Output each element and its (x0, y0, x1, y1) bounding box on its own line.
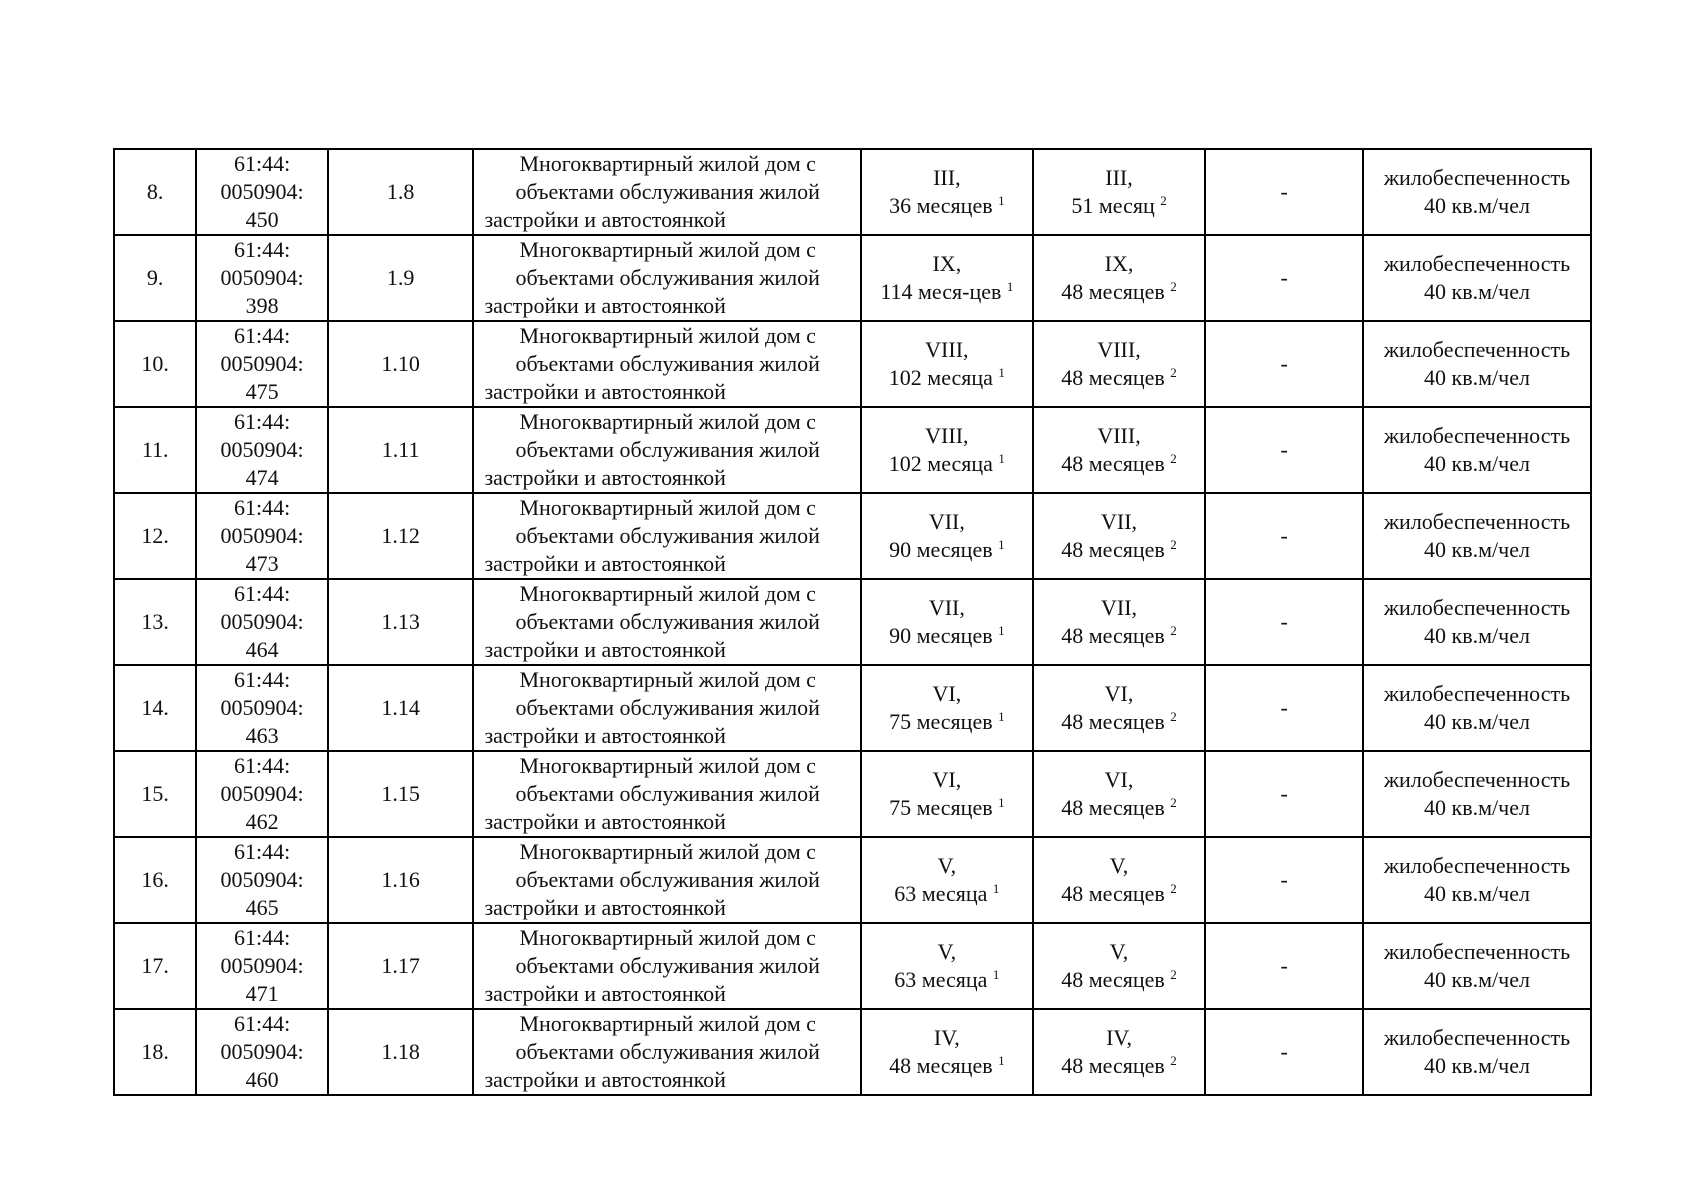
stage-duration-line (1034, 192, 1205, 220)
housing-norm-value: 40 кв.м/чел (1424, 365, 1530, 390)
housing-norm-label: жилобеспеченность (1383, 509, 1571, 534)
cadastral-part: 0050904: (220, 179, 304, 204)
housing-norm-value: 40 кв.м/чел (1424, 967, 1530, 992)
table-row (114, 837, 1591, 923)
cadastral-number (196, 665, 328, 751)
footnote-mark: 2 (1170, 279, 1177, 294)
stage-duration-line (1034, 966, 1205, 994)
stage-term-2 (1033, 751, 1206, 837)
object-description (473, 665, 861, 751)
housing-norm (1363, 751, 1591, 837)
row-number: 17. (114, 923, 196, 1009)
row-number: 18. (114, 1009, 196, 1095)
cadastral-part: 474 (245, 465, 279, 490)
stage-term-2 (1033, 665, 1206, 751)
dash-cell: - (1205, 665, 1363, 751)
stage-duration: 48 месяцев (1061, 967, 1165, 992)
cadastral-part: 0050904: (220, 609, 304, 634)
footnote-mark: 2 (1170, 365, 1177, 380)
stage-duration-line (1034, 708, 1205, 736)
cadastral-number (196, 235, 328, 321)
stage-term-1 (861, 751, 1033, 837)
stage-label: III, (1105, 165, 1133, 190)
stage-label: IX, (1104, 251, 1134, 276)
stage-label: IV, (1106, 1025, 1132, 1050)
object-description-text: Многоквартирный жилой дом с объектами обслуживания жилой застройки и автостоянкой (484, 323, 820, 404)
object-description (473, 1009, 861, 1095)
cadastral-part: 61:44: (233, 839, 291, 864)
dash-cell: - (1205, 751, 1363, 837)
stage-duration-line (862, 622, 1032, 650)
dash-cell: - (1205, 235, 1363, 321)
cadastral-part: 61:44: (233, 323, 291, 348)
stage-duration: 102 месяца (888, 451, 993, 476)
object-code: 1.13 (328, 579, 474, 665)
footnote-mark: 1 (998, 623, 1005, 638)
cadastral-number (196, 149, 328, 235)
row-number: 13. (114, 579, 196, 665)
dash-cell: - (1205, 407, 1363, 493)
cadastral-part: 61:44: (233, 151, 291, 176)
table-row (114, 1009, 1591, 1095)
object-description (473, 579, 861, 665)
stage-duration-line (862, 1052, 1032, 1080)
stage-term-1 (861, 923, 1033, 1009)
cadastral-part: 460 (245, 1067, 279, 1092)
cadastral-part: 462 (245, 809, 279, 834)
object-description (473, 321, 861, 407)
dash-cell: - (1205, 923, 1363, 1009)
cadastral-part: 61:44: (233, 495, 291, 520)
housing-norm (1363, 493, 1591, 579)
stage-duration-line (1034, 622, 1205, 650)
housing-norm (1363, 579, 1591, 665)
stage-label: VIII, (925, 423, 969, 448)
cadastral-number (196, 407, 328, 493)
stage-duration: 48 месяцев (1061, 451, 1165, 476)
stage-label: VI, (932, 681, 962, 706)
object-description-text: Многоквартирный жилой дом с объектами обслуживания жилой застройки и автостоянкой (484, 581, 820, 662)
stage-duration: 48 месяцев (1061, 279, 1165, 304)
footnote-mark: 2 (1170, 451, 1177, 466)
housing-norm-value: 40 кв.м/чел (1424, 1053, 1530, 1078)
footnote-mark: 2 (1170, 967, 1177, 982)
row-number: 11. (114, 407, 196, 493)
stage-label: VIII, (1097, 423, 1141, 448)
footnote-mark: 1 (1006, 279, 1014, 294)
stage-label: VII, (1101, 595, 1138, 620)
footnote-mark: 2 (1170, 881, 1177, 896)
row-number: 10. (114, 321, 196, 407)
object-description-text: Многоквартирный жилой дом с объектами обслуживания жилой застройки и автостоянкой (484, 409, 820, 490)
object-description-text: Многоквартирный жилой дом с объектами обслуживания жилой застройки и автостоянкой (484, 151, 820, 232)
housing-norm-value: 40 кв.м/чел (1424, 279, 1530, 304)
footnote-mark: 1 (998, 795, 1005, 810)
housing-norm-label: жилобеспеченность (1383, 423, 1571, 448)
object-code: 1.18 (328, 1009, 474, 1095)
table-row (114, 579, 1591, 665)
cadastral-part: 0050904: (220, 351, 304, 376)
housing-norm (1363, 407, 1591, 493)
housing-norm-label: жилобеспеченность (1383, 853, 1571, 878)
cadastral-number (196, 579, 328, 665)
housing-norm-value: 40 кв.м/чел (1424, 709, 1530, 734)
footnote-mark: 1 (998, 365, 1005, 380)
stage-label: IV, (933, 1025, 960, 1050)
stage-duration-line (1034, 794, 1205, 822)
dash-cell: - (1205, 493, 1363, 579)
stage-duration: 75 месяцев (889, 795, 993, 820)
housing-norm-label: жилобеспеченность (1383, 165, 1571, 190)
housing-norm (1363, 1009, 1591, 1095)
stage-label: VI, (932, 767, 962, 792)
cadastral-part: 473 (245, 551, 279, 576)
object-description-text: Многоквартирный жилой дом с объектами обслуживания жилой застройки и автостоянкой (484, 237, 820, 318)
stage-term-1 (861, 235, 1033, 321)
stage-duration: 63 месяца (894, 881, 988, 906)
housing-norm-label: жилобеспеченность (1383, 337, 1571, 362)
object-description (473, 149, 861, 235)
cadastral-part: 0050904: (220, 781, 304, 806)
stage-duration-line (862, 794, 1032, 822)
stage-duration: 48 месяцев (1061, 1053, 1165, 1078)
housing-norm-label: жилобеспеченность (1383, 681, 1571, 706)
stage-term-1 (861, 579, 1033, 665)
stage-duration-line (1034, 1052, 1205, 1080)
dash-cell: - (1205, 149, 1363, 235)
cadastral-number (196, 321, 328, 407)
housing-norm (1363, 149, 1591, 235)
stage-term-1 (861, 493, 1033, 579)
stage-duration: 90 месяцев (889, 623, 993, 648)
stage-label: VII, (928, 595, 965, 620)
stage-label: VII, (928, 509, 965, 534)
stage-term-2 (1033, 837, 1206, 923)
housing-norm-label: жилобеспеченность (1383, 1025, 1571, 1050)
stage-term-2 (1033, 493, 1206, 579)
housing-norm-label: жилобеспеченность (1383, 251, 1571, 276)
housing-norm-value: 40 кв.м/чел (1424, 193, 1530, 218)
stage-label: V, (1109, 853, 1129, 878)
cadastral-number (196, 1009, 328, 1095)
row-number: 12. (114, 493, 196, 579)
cadastral-part: 0050904: (220, 265, 304, 290)
stage-label: VII, (1101, 509, 1138, 534)
table-row (114, 321, 1591, 407)
footnote-mark: 1 (998, 709, 1005, 724)
footnote-mark: 1 (992, 881, 1000, 896)
stage-duration: 90 месяцев (889, 537, 993, 562)
housing-norm (1363, 923, 1591, 1009)
stage-label: VI, (1104, 767, 1134, 792)
stage-duration-line (862, 192, 1032, 220)
cadastral-number (196, 837, 328, 923)
stage-term-2 (1033, 923, 1206, 1009)
stage-term-2 (1033, 321, 1206, 407)
cadastral-part: 475 (245, 379, 279, 404)
footnote-mark: 1 (998, 451, 1005, 466)
table-row (114, 149, 1591, 235)
housing-norm (1363, 665, 1591, 751)
object-code: 1.14 (328, 665, 474, 751)
housing-norm-label: жилобеспеченность (1383, 595, 1571, 620)
housing-norm-label: жилобеспеченность (1383, 939, 1571, 964)
footnote-mark: 2 (1170, 537, 1177, 552)
cadastral-number (196, 751, 328, 837)
stage-duration: 48 месяцев (1061, 365, 1165, 390)
stage-label: IX, (932, 251, 962, 276)
dash-cell: - (1205, 321, 1363, 407)
footnote-mark: 2 (1160, 193, 1167, 208)
stage-label: VI, (1104, 681, 1134, 706)
stage-duration: 114 меся-цев (880, 279, 1002, 304)
cadastral-part: 0050904: (220, 695, 304, 720)
footnote-mark: 1 (992, 967, 1000, 982)
cadastral-part: 464 (245, 637, 279, 662)
cadastral-part: 463 (245, 723, 279, 748)
table-row (114, 407, 1591, 493)
row-number: 15. (114, 751, 196, 837)
stage-duration-line (1034, 880, 1205, 908)
table-row (114, 751, 1591, 837)
stage-term-1 (861, 1009, 1033, 1095)
stage-label: III, (933, 165, 961, 190)
cadastral-part: 450 (245, 207, 279, 232)
stage-duration-line (862, 966, 1032, 994)
object-description-text: Многоквартирный жилой дом с объектами обслуживания жилой застройки и автостоянкой (484, 1011, 820, 1092)
object-description-text: Многоквартирный жилой дом с объектами обслуживания жилой застройки и автостоянкой (484, 495, 820, 576)
object-description (473, 923, 861, 1009)
cadastral-part: 61:44: (233, 409, 291, 434)
stage-duration: 63 месяца (894, 967, 988, 992)
stage-duration-line (862, 450, 1032, 478)
stage-duration-line (862, 536, 1032, 564)
stage-duration: 102 месяца (888, 365, 993, 390)
row-number: 14. (114, 665, 196, 751)
object-description (473, 235, 861, 321)
housing-norm (1363, 321, 1591, 407)
cadastral-part: 61:44: (233, 753, 291, 778)
object-description (473, 493, 861, 579)
object-description-text: Многоквартирный жилой дом с объектами обслуживания жилой застройки и автостоянкой (484, 925, 820, 1006)
housing-norm-value: 40 кв.м/чел (1424, 537, 1530, 562)
table-row (114, 493, 1591, 579)
footnote-mark: 1 (998, 537, 1005, 552)
housing-norm-value: 40 кв.м/чел (1424, 795, 1530, 820)
object-description-text: Многоквартирный жилой дом с объектами обслуживания жилой застройки и автостоянкой (484, 667, 820, 748)
object-code: 1.11 (328, 407, 474, 493)
housing-norm-value: 40 кв.м/чел (1424, 881, 1530, 906)
stage-duration-line (862, 708, 1032, 736)
stage-duration-line (1034, 278, 1205, 306)
footnote-mark: 2 (1170, 1053, 1177, 1068)
object-code: 1.15 (328, 751, 474, 837)
table-row (114, 665, 1591, 751)
cadastral-part: 61:44: (233, 581, 291, 606)
object-code: 1.10 (328, 321, 474, 407)
row-number: 8. (114, 149, 196, 235)
stage-duration: 36 месяцев (889, 193, 993, 218)
stage-duration: 75 месяцев (889, 709, 993, 734)
footnote-mark: 2 (1170, 795, 1177, 810)
cadastral-part: 0050904: (220, 1039, 304, 1064)
stage-term-1 (861, 407, 1033, 493)
object-code: 1.17 (328, 923, 474, 1009)
stage-duration: 48 месяцев (1061, 881, 1165, 906)
cadastral-part: 61:44: (233, 237, 291, 262)
stage-duration-line (1034, 364, 1205, 392)
cadastral-part: 0050904: (220, 437, 304, 462)
stage-duration-line (862, 880, 1032, 908)
stage-term-2 (1033, 1009, 1206, 1095)
footnote-mark: 1 (998, 193, 1005, 208)
stage-duration: 48 месяцев (1061, 709, 1165, 734)
stage-label: V, (937, 853, 957, 878)
cadastral-part: 398 (245, 293, 279, 318)
stage-duration: 48 месяцев (1061, 623, 1165, 648)
housing-norm (1363, 837, 1591, 923)
housing-norm (1363, 235, 1591, 321)
object-description (473, 751, 861, 837)
object-description (473, 837, 861, 923)
object-description-text: Многоквартирный жилой дом с объектами обслуживания жилой застройки и автостоянкой (484, 753, 820, 834)
housing-norm-label: жилобеспеченность (1383, 767, 1571, 792)
object-code: 1.8 (328, 149, 474, 235)
housing-norm-value: 40 кв.м/чел (1424, 451, 1530, 476)
housing-norm-value: 40 кв.м/чел (1424, 623, 1530, 648)
row-number: 9. (114, 235, 196, 321)
dash-cell: - (1205, 837, 1363, 923)
table-body (114, 149, 1591, 1095)
object-code: 1.16 (328, 837, 474, 923)
construction-stages-table (113, 148, 1592, 1096)
stage-duration-line (862, 278, 1032, 306)
stage-term-2 (1033, 579, 1206, 665)
stage-label: VIII, (1097, 337, 1141, 362)
stage-label: V, (1109, 939, 1129, 964)
table-row (114, 235, 1591, 321)
cadastral-part: 471 (245, 981, 279, 1006)
stage-label: V, (937, 939, 957, 964)
table-row (114, 923, 1591, 1009)
stage-term-2 (1033, 235, 1206, 321)
footnote-mark: 2 (1170, 709, 1177, 724)
stage-term-1 (861, 321, 1033, 407)
stage-term-1 (861, 149, 1033, 235)
cadastral-part: 0050904: (220, 953, 304, 978)
object-code: 1.9 (328, 235, 474, 321)
footnote-mark: 2 (1170, 623, 1177, 638)
stage-term-2 (1033, 407, 1206, 493)
stage-duration: 48 месяцев (889, 1053, 993, 1078)
stage-duration: 48 месяцев (1061, 537, 1165, 562)
object-code: 1.12 (328, 493, 474, 579)
stage-label: VIII, (925, 337, 969, 362)
stage-duration: 51 месяц (1071, 193, 1155, 218)
cadastral-number (196, 493, 328, 579)
footnote-mark: 1 (998, 1053, 1005, 1068)
dash-cell: - (1205, 579, 1363, 665)
cadastral-part: 0050904: (220, 867, 304, 892)
stage-duration-line (862, 364, 1032, 392)
cadastral-part: 465 (245, 895, 279, 920)
object-description-text: Многоквартирный жилой дом с объектами обслуживания жилой застройки и автостоянкой (484, 839, 820, 920)
dash-cell: - (1205, 1009, 1363, 1095)
cadastral-part: 61:44: (233, 925, 291, 950)
cadastral-part: 61:44: (233, 1011, 291, 1036)
cadastral-part: 0050904: (220, 523, 304, 548)
stage-duration-line (1034, 536, 1205, 564)
cadastral-number (196, 923, 328, 1009)
stage-term-2 (1033, 149, 1206, 235)
stage-term-1 (861, 665, 1033, 751)
stage-duration: 48 месяцев (1061, 795, 1165, 820)
stage-duration-line (1034, 450, 1205, 478)
object-description (473, 407, 861, 493)
stage-term-1 (861, 837, 1033, 923)
row-number: 16. (114, 837, 196, 923)
cadastral-part: 61:44: (233, 667, 291, 692)
